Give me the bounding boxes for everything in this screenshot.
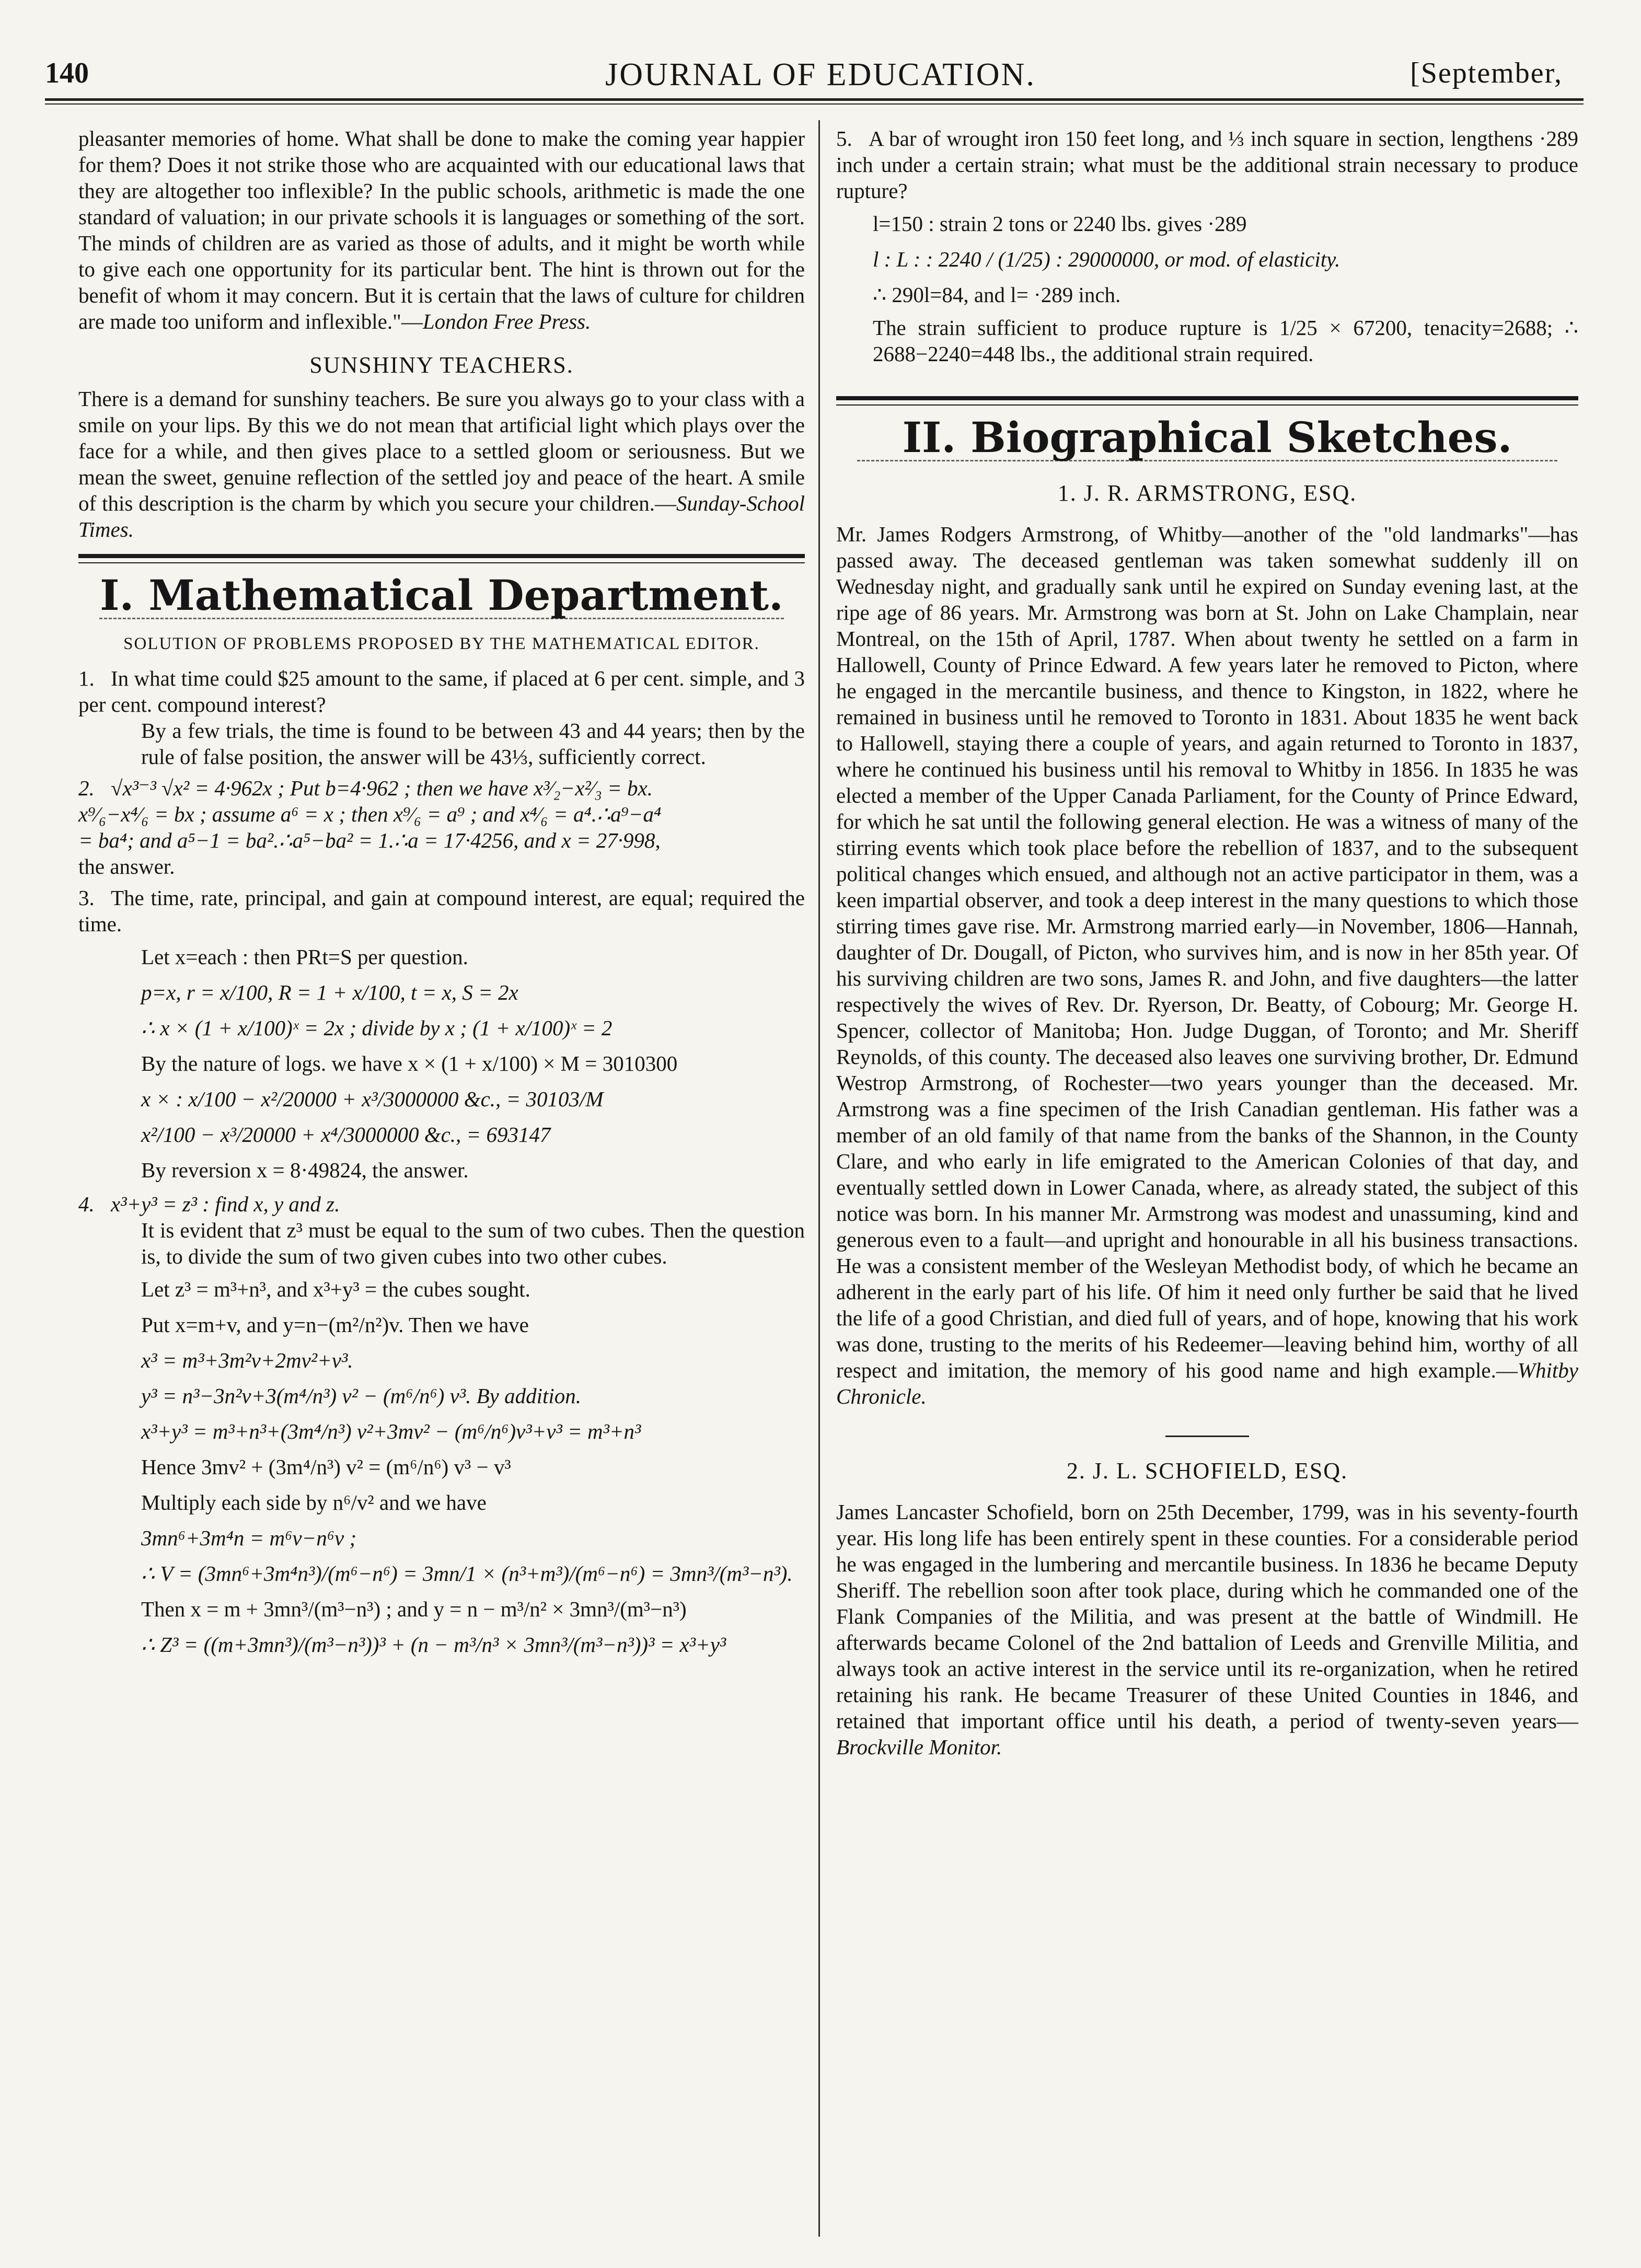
bio2-title: 2. J. L. SCHOFIELD, ESQ. <box>1066 1458 1348 1484</box>
math-line: x⁹⁄₆−x⁴⁄₆ = bx ; assume a⁶ = x ; then x⁹⁄₆ = a⁹ ; and x⁴⁄₆ = a⁴.∴a⁹−a⁴ <box>78 802 662 826</box>
math-line: √x³⁻³ √x² = 4·962x ; Put b=4·962 ; then we have x³⁄₂−x²⁄₃ = bx. <box>111 776 653 800</box>
math-line: Hence 3mv² + (3m⁴/n³) v² = (m⁶/n⁶) v³ − v³ <box>141 1455 511 1479</box>
math-line: Then x = m + 3mn³/(m³−n³) ; and y = n − m³/n² × 3mn³/(m³−n³) <box>141 1597 687 1621</box>
math-line: 3mn⁶+3m⁴n = m⁶v−n⁶v ; <box>141 1526 357 1550</box>
problem-number: 2. <box>78 776 95 800</box>
problem-answer: By a few trials, the time is found to be between 43 and 44 years; then by the rule of false position, the answer will be 43⅓, sufficiently correct. <box>141 719 805 769</box>
math-line: Let z³ = m³+n³, and x³+y³ = the cubes sought. <box>141 1277 530 1301</box>
math-line: y³ = n³−3n²v+3(m⁴/n³) v² − (m⁶/n⁶) v³. By addition. <box>141 1384 582 1408</box>
math-line: By reversion x = 8·49824, the answer. <box>141 1158 469 1182</box>
math-line: ∴ V = (3mn⁶+3m⁴n³)/(m⁶−n⁶) = 3mn/1 × (n³+m³)/(m⁶−n⁶) = 3mn³/(m³−n³). <box>141 1561 793 1586</box>
math-line: x × : x/100 − x²/20000 + x³/3000000 &c., = 30103/M <box>141 1087 604 1111</box>
bio1-text: Mr. James Rodgers Armstrong, of Whitby—another of the "old landmarks"—has passed away. The deceased gentleman was taken somewhat suddenly ill on Wednesday night, and gradually sank until he expired on Sunday evening last, at the ripe age of 86 years. Mr. Armstrong was born at St. John on Lake Champlain, near Montreal, on the 15th of April, 1787. When about twenty he settled on a farm in Hallowell, County of Prince Edward. A few years later he removed to Picton, where he engaged in the mercantile business, and thence to Kingston, in 1822, where he remained in business until he removed to Toronto in 1831. About 1835 he went back to Hallowell, staying there a couple of years, and again returned to Toronto in 1837, where he continued his business until his removal to Whitby in 1856. In 1835 he was elected a member of the Upper Canada Parliament, for the County of Prince Edward, for which he sat until the following general election. He was a witness of many of the stirring events which took place before the rebellion of 1837, and to the subsequent political changes which ensued, and although not an active participator in them, was a keen impartial observer, and took a deep interest in the many questions to which those stirring times gave rise. Mr. Armstrong married early—in November, 1806—Hannah, daughter of Dr. Dougall, of Picton, who survives him, and is now in her 85th year. Of his surviving children are two sons, James R. and John, and five daughters—the latter respectively the wives of Rev. Dr. Ryerson, Dr. Beatty, of Cobourg; Mr. George H. Spencer, collector of Manitoba; Hon. Judge Duggan, of Toronto; and Mr. Sheriff Reynolds, of this county. The deceased also leaves one surviving brother, Dr. Edmund Westrop Armstrong, of Rochester—two years younger than the deceased. Mr. Armstrong was a fine specimen of the Irish Canadian gentleman. His father was a member of an old family of that name from the banks of the Shannon, in the County Clare, and who early in life emigrated to the American Colonies of that day, and eventually settled down in Lower Canada, where, as already stated, the subject of this notice was born. In his manner Mr. Armstrong was modest and unassuming, kind and generous even to a fault—and upright and honourable in all his business transactions. He was a consistent member of the Wesleyan Methodist body, of which he became an adherent in the early part of his life. Of him it need only further be said that he lived the life of a good Christian, and died full of years, and of hope, knowing that his work was done, trusting to the merits of his Redeemer—leaving behind him, worthy of all respect and imitation, the memory of his good name and high example.—Whitby Chronicle. <box>836 522 1578 1408</box>
solution-heading: SOLUTION OF PROBLEMS PROPOSED BY THE MATHEMATICAL EDITOR. <box>123 634 760 653</box>
bio2-source: Brockville Monitor. <box>836 1735 1002 1759</box>
problem-question: A bar of wrought iron 150 feet long, and ⅓ inch square in section, lengthens ·289 inch under a certain strain; what must be the additional strain necessary to produce rupture? <box>836 126 1578 203</box>
math-line: p=x, r = x/100, R = 1 + x/100, t = x, S = 2x <box>141 980 518 1004</box>
problem-1 <box>78 665 805 770</box>
math-line: Put x=m+v, and y=n−(m²/n²)v. Then we have <box>141 1313 529 1337</box>
problem-2 <box>78 775 805 880</box>
right-column <box>836 125 1578 1760</box>
bio-department-title: II. Biographical Sketches. <box>902 413 1512 462</box>
problem-question: In what time could $25 amount to the same, if placed at 6 per cent. simple, and 3 per cent. compound interest? <box>78 666 805 716</box>
column-divider <box>818 120 820 2237</box>
math-line: Let x=each : then PRt=S per question. <box>141 945 468 969</box>
problem-number: 3. <box>78 886 95 910</box>
problem-3 <box>78 885 805 1186</box>
header-rule-thin <box>45 103 1584 105</box>
math-line: ∴ Z³ = ((m+3mn³)/(m³−n³))³ + (n − m³/n³ × 3mn³/(m³−n³))³ = x³+y³ <box>141 1633 726 1657</box>
math-line: l : L : : 2240 / (1/25) : 29000000, or mod. of elasticity. <box>873 247 1340 271</box>
problem-number: 4. <box>78 1192 95 1216</box>
section-rule <box>78 554 805 558</box>
section-rule-thin <box>78 562 805 563</box>
sunshiny-heading: SUNSHINY TEACHERS. <box>309 352 574 378</box>
left-column <box>78 125 805 1665</box>
bio1-source: Whitby Chronicle. <box>836 1358 1578 1408</box>
math-line: l=150 : strain 2 tons or 2240 lbs. gives ·289 <box>873 212 1247 236</box>
problem-5 <box>836 125 1578 367</box>
problem-question: The time, rate, principal, and gain at compound interest, are equal; required the time. <box>78 886 805 936</box>
short-rule <box>1165 1436 1249 1437</box>
problem-number: 1. <box>78 666 95 690</box>
math-line: = ba⁴; and a⁵−1 = ba².∴a⁵−ba² = 1.∴a = 17·4256, and x = 27·998, <box>78 828 661 852</box>
bio1-title: 1. J. R. ARMSTRONG, ESQ. <box>1057 480 1357 506</box>
intro-paragraph: pleasanter memories of home. What shall be done to make the coming year happier for them? Does it not strike those who are acquainted with our educational laws that they are altogether too inflexible? In the public schools, arithmetic is made the one standard of valuation; in our private schools it is languages or something of the sort. The minds of children are as varied as those of adults, and it might be worth while to give each one opportunity for its particular bent. The hint is thrown out for the benefit of whom it may concern. But it is certain that the laws of culture for children are made too uniform and inflexible."—London Free Press. <box>78 126 805 333</box>
math-line: x³+y³ = m³+n³+(3m⁴/n³) v²+3mv² − (m⁶/n⁶)v³+v³ = m³+n³ <box>141 1419 641 1443</box>
sunshiny-paragraph: There is a demand for sunshiny teachers. Be sure you always go to your class with a smile on your lips. By this we do not mean that artificial light which plays over the face for a while, and then gives place to a settled gloom or seriousness. But we mean the sweet, genuine reflection of the settled joy and peace of the heart. A smile of this description is the charm by which you secure your children.—Sunday-School Times. <box>78 387 805 541</box>
intro-source: London Free Press. <box>422 309 591 333</box>
page-number: 140 <box>45 57 89 89</box>
journal-title: JOURNAL OF EDUCATION. <box>605 57 1036 92</box>
problem-4 <box>78 1191 805 1660</box>
section-rule <box>836 396 1578 400</box>
math-line: By the nature of logs. we have x × (1 + x/100) × M = 3010300 <box>141 1051 678 1075</box>
math-department-title: I. Mathematical Department. <box>100 571 783 620</box>
math-line: the answer. <box>78 854 175 878</box>
math-line: Multiply each side by n⁶/v² and we have <box>141 1490 487 1514</box>
problem-number: 5. <box>836 126 852 151</box>
problem-question: x³+y³ = z³ : find x, y and z. <box>111 1192 340 1216</box>
math-line: ∴ 290l=84, and l= ·289 inch. <box>873 283 1121 307</box>
month-label: [September, <box>1410 57 1563 89</box>
problem-text: It is evident that z³ must be equal to the sum of two cubes. Then the question is, to divide the sum of two given cubes into two other cubes. <box>141 1218 805 1268</box>
math-line: The strain sufficient to produce rupture is 1/25 × 67200, tenacity=2688; ∴ 2688−2240=448 lbs., the additional strain required. <box>873 316 1578 366</box>
math-line: ∴ x × (1 + x/100)ˣ = 2x ; divide by x ; (1 + x/100)ˣ = 2 <box>141 1016 613 1040</box>
bio2-text: James Lancaster Schofield, born on 25th December, 1799, was in his seventy-fourth year. His long life has been entirely spent in these counties. For a considerable period he was engaged in the lumbering and mercantile business. In 1836 he became Deputy Sheriff. The rebellion soon after took place, during which he commanded one of the Flank Companies of the Militia, and was present at the battle of Windmill. He afterwards became Colonel of the 2nd battalion of Leeds and Grenville Militia, and always took an active interest in the service until its re-organization, when he retired retaining his rank. He became Treasurer of these United Counties in 1846, and retained that important office until his death, a period of twenty-seven years—Brockville Monitor. <box>836 1500 1578 1759</box>
math-line: x²/100 − x³/20000 + x⁴/3000000 &c., = 693147 <box>141 1123 551 1147</box>
sunshiny-source: Sunday-School Times. <box>78 491 805 541</box>
header-rule <box>45 98 1584 101</box>
section-rule-thin <box>836 404 1578 406</box>
math-line: x³ = m³+3m²v+2mv²+v³. <box>141 1348 353 1372</box>
